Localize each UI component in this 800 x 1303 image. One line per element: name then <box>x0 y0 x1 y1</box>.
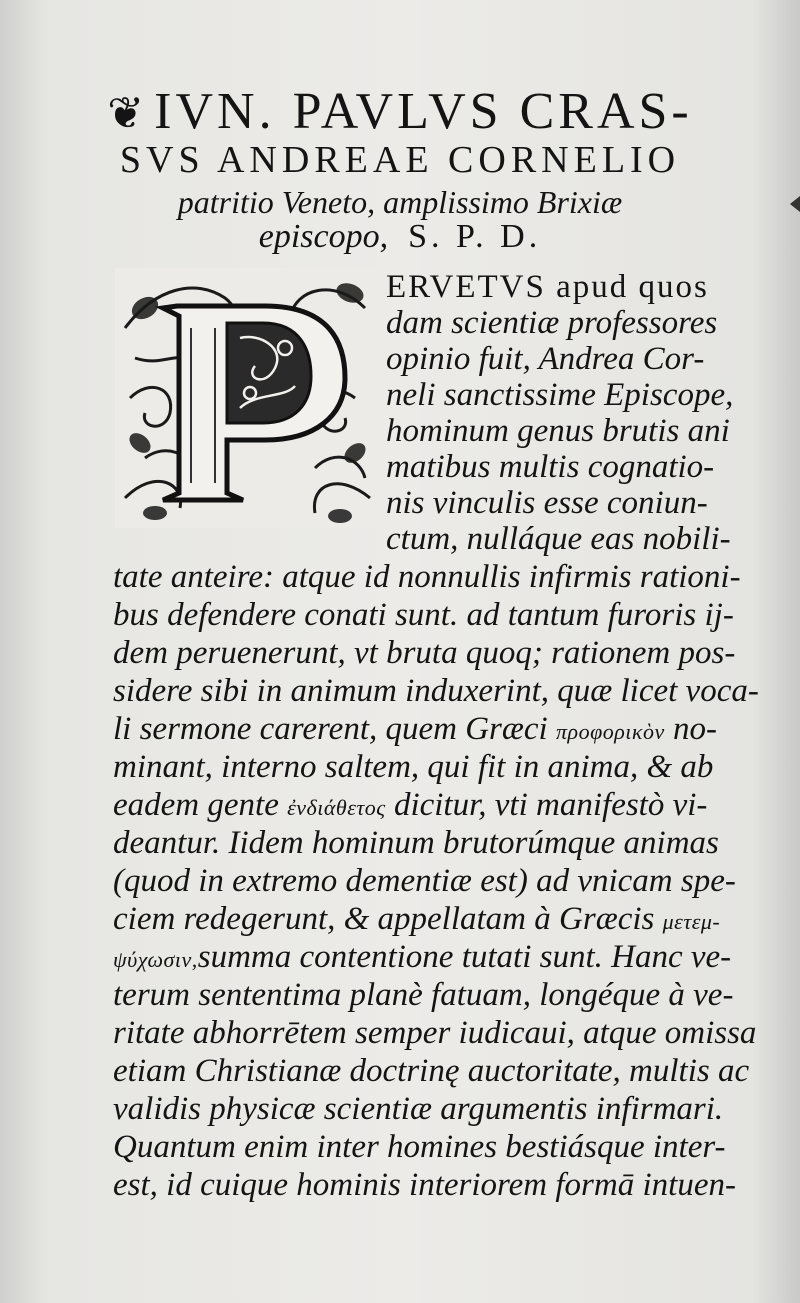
text-line-8: ctum, nulláque eas nobili- <box>386 521 731 557</box>
heading-line-3: patritio Veneto, amplissimo Brixiæ <box>177 184 623 220</box>
heading-episcopo: episcopo, <box>258 218 389 255</box>
text-line-21: ritate abhorrētem semper iudicaui, atque omissa <box>113 1015 757 1051</box>
text-line-25: est, id cuique hominis interiorem formā intuen- <box>113 1167 736 1203</box>
text-line-20: terum sententima planè fatuam, longéque à ve- <box>113 977 734 1013</box>
greek-word: ἐνδιάθετος <box>287 795 386 820</box>
greek-word: ψύχωσιν, <box>113 947 198 972</box>
text-line-17: (quod in extremo dementiæ est) ad vnicam spe- <box>113 863 736 899</box>
text-line-11: dem peruenerunt, vt bruta quoq; rationem pos- <box>113 635 736 671</box>
text-line-13 <box>113 710 785 748</box>
text-line-5: hominum genus brutis ani <box>386 413 730 449</box>
text-segment: li sermone carerent, quem Græci <box>113 711 548 747</box>
heading-line-2: SVS ANDREAE CORNELIO <box>119 139 681 181</box>
heading-line-1 <box>0 82 800 141</box>
text-segment: dicitur, vti manifestò vi- <box>393 787 708 823</box>
text-line-10: bus defendere conati sunt. ad tantum furoris ij- <box>113 597 734 633</box>
text-line-7: nis vinculis esse coniun- <box>386 485 708 521</box>
text-segment: ciem redegerunt, & appellatam à Græcis <box>113 901 655 937</box>
text-line-9: tate anteire: atque id nonnullis infirmis rationi- <box>113 559 741 595</box>
text-segment: eadem gente <box>113 787 279 823</box>
text-line-14: minant, interno saltem, qui fit in anima, & ab <box>113 749 714 785</box>
text-line-19 <box>113 938 785 976</box>
text-line-24: Quantum enim inter homines bestiásque inter- <box>113 1129 726 1165</box>
text-segment: no- <box>672 711 717 747</box>
text-line-22: etiam Christianæ doctrinę auctoritate, multis ac <box>113 1053 750 1089</box>
text-line-18 <box>113 900 785 938</box>
text-line-1 <box>386 268 782 306</box>
heading-author: IVN. PAVLVS CRAS- <box>154 83 693 140</box>
decorated-initial-icon <box>115 268 377 528</box>
text-line-23: validis physicæ scientiæ argumentis infirmari. <box>113 1091 724 1127</box>
text-line-6: matibus multis cognatio- <box>386 449 715 485</box>
opening-words: ERVETVS apud quos <box>386 269 709 305</box>
text-line-12: sidere sibi in animum induxerint, quæ licet voca- <box>113 673 759 709</box>
text-line-15 <box>113 786 785 824</box>
text-line-16: deantur. Iidem hominum brutorúmque animas <box>113 825 719 861</box>
text-segment: summa contentione tutati sunt. Hanc ve- <box>197 939 732 975</box>
page-edge-mark-icon <box>790 196 800 212</box>
text-line-3: opinio fuit, Andrea Cor- <box>386 341 705 377</box>
fleuron-icon: ❦ <box>107 89 149 138</box>
heading-spd: S. P. D. <box>408 218 542 255</box>
greek-word: μετεμ- <box>662 909 721 934</box>
heading-line-4 <box>0 218 800 256</box>
greek-word: προφορικὸν <box>555 719 665 744</box>
text-line-4: neli sanctissime Episcope, <box>386 377 734 413</box>
text-line-2: dam scientiæ professores <box>386 305 718 341</box>
